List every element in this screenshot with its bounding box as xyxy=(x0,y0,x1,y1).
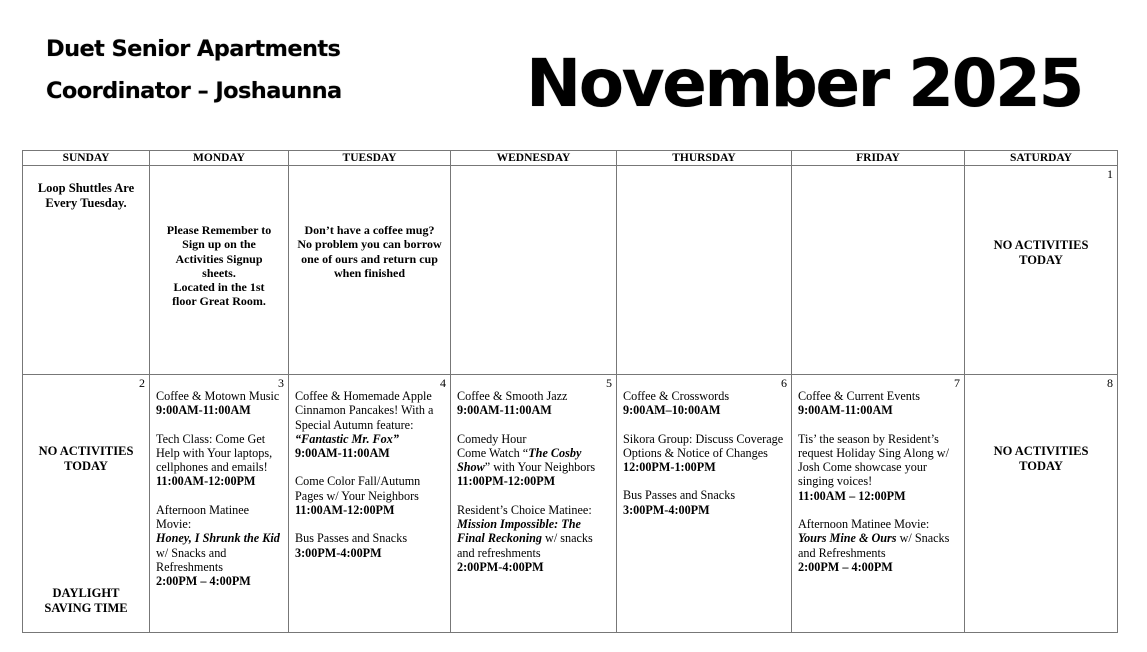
day-cell-2 xyxy=(23,375,150,633)
movie-title: Honey, I Shrunk the Kid xyxy=(156,531,280,546)
no-activities-note: NO ACTIVITIES TODAY xyxy=(38,444,134,473)
weekday-sunday: SUNDAY xyxy=(23,151,150,166)
day-cell-empty-sunday xyxy=(23,166,150,375)
no-activities-note: NO ACTIVITIES TODAY xyxy=(993,444,1089,473)
event-time: 9:00AM-11:00AM xyxy=(295,446,390,461)
day-number: 1 xyxy=(1107,167,1113,181)
event-time: 12:00PM-1:00PM xyxy=(623,460,716,475)
feature-title: “Fantastic Mr. Fox” xyxy=(295,431,399,446)
daylight-saving-note: DAYLIGHT SAVING TIME xyxy=(44,586,128,615)
event-time: 11:00AM-12:00PM xyxy=(156,474,256,489)
event-time: 2:00PM – 4:00PM xyxy=(798,559,893,574)
day-number: 3 xyxy=(278,376,284,390)
day-number: 7 xyxy=(954,376,960,390)
signup-reminder-note: Please Remember to Sign up on the Activities Signup sheets. Located in the 1st floor Great Room. xyxy=(166,223,272,309)
event-item: Tech Class: Come Get Help with Your laptops, cellphones and emails! 11:00AM-12:00PM xyxy=(156,432,282,489)
event-item: Bus Passes and Snacks 3:00PM-4:00PM xyxy=(623,488,785,517)
event-time: 2:00PM – 4:00PM xyxy=(156,574,251,589)
event-time: 2:00PM-4:00PM xyxy=(457,559,544,574)
no-activities-note: NO ACTIVITIES TODAY xyxy=(993,238,1089,267)
show-title: The Cosby Show xyxy=(457,445,582,475)
week-row-2 xyxy=(23,375,1118,633)
event-time: 11:00AM-12:00PM xyxy=(295,503,395,518)
shuttle-note: Loop Shuttles Are Every Tuesday. xyxy=(37,181,135,210)
event-time: 9:00AM-11:00AM xyxy=(798,403,893,418)
event-time: 9:00AM-11:00AM xyxy=(457,403,552,418)
event-time: 11:00AM – 12:00PM xyxy=(798,488,906,503)
weekday-saturday: SATURDAY xyxy=(965,151,1118,166)
calendar-grid xyxy=(22,150,1118,633)
event-item: Coffee & Motown Music 9:00AM-11:00AM xyxy=(156,389,282,418)
movie-title: Mission Impossible: The Final Reckoning xyxy=(457,517,581,546)
weekday-monday: MONDAY xyxy=(150,151,289,166)
weekday-tuesday: TUESDAY xyxy=(289,151,451,166)
event-item: Coffee & Smooth Jazz 9:00AM-11:00AM xyxy=(457,389,610,418)
event-time: 3:00PM-4:00PM xyxy=(623,502,710,517)
weekday-friday: FRIDAY xyxy=(792,151,965,166)
event-time: 11:00PM-12:00PM xyxy=(457,474,556,489)
day-number: 5 xyxy=(606,376,612,390)
event-time: 3:00PM-4:00PM xyxy=(295,545,382,560)
day-cell-1 xyxy=(965,166,1118,375)
day-cell-3 xyxy=(150,375,289,633)
day-cell-7 xyxy=(792,375,965,633)
event-time: 9:00AM–10:00AM xyxy=(623,403,721,418)
org-name: Duet Senior Apartments xyxy=(46,36,341,62)
day-cell-5 xyxy=(451,375,617,633)
event-item: Resident’s Choice Matinee: Mission Impossible: The Final Reckoning w/ snacks and refreshments 2:00PM-4:00PM xyxy=(457,503,610,574)
day-cell-empty-monday xyxy=(150,166,289,375)
event-item: Tis’ the season by Resident’s request Holiday Sing Along w/ Josh Come showcase your singing voices! 11:00AM – 12:00PM xyxy=(798,432,958,503)
day-cell-empty-wednesday xyxy=(451,166,617,375)
weekday-wednesday: WEDNESDAY xyxy=(451,151,617,166)
day-cell-empty-friday xyxy=(792,166,965,375)
day-cell-empty-thursday xyxy=(617,166,792,375)
coffee-mug-note: Don’t have a coffee mug? No problem you can borrow one of ours and return cup when finished xyxy=(297,223,442,280)
week-row-1 xyxy=(23,166,1118,375)
day-cell-6 xyxy=(617,375,792,633)
coordinator-name: Coordinator – Joshaunna xyxy=(46,78,342,104)
day-cell-8 xyxy=(965,375,1118,633)
movie-title: Yours Mine & Ours xyxy=(798,531,897,546)
event-item: Coffee & Current Events 9:00AM-11:00AM xyxy=(798,389,958,418)
day-number: 6 xyxy=(781,376,787,390)
day-number: 8 xyxy=(1107,376,1113,390)
event-item: Sikora Group: Discuss Coverage Options & Notice of Changes 12:00PM-1:00PM xyxy=(623,431,784,475)
event-item: Coffee & Homemade Apple Cinnamon Pancakes! With a Special Autumn feature: “Fantastic Mr. Fox” 9:00AM-11:00AM xyxy=(295,389,444,460)
event-item: Comedy Hour Come Watch “The Cosby Show” with Your Neighbors 11:00PM-12:00PM xyxy=(457,432,610,489)
weekday-header-row xyxy=(23,151,1118,166)
event-item: Coffee & Crosswords 9:00AM–10:00AM xyxy=(623,389,785,418)
weekday-thursday: THURSDAY xyxy=(617,151,792,166)
day-number: 4 xyxy=(440,376,446,390)
day-cell-4 xyxy=(289,375,451,633)
day-number: 2 xyxy=(139,376,145,390)
header-left xyxy=(46,28,342,112)
day-cell-empty-tuesday xyxy=(289,166,451,375)
event-item: Come Color Fall/Autumn Pages w/ Your Neighbors 11:00AM-12:00PM xyxy=(295,474,444,517)
event-item: Afternoon Matinee Movie: Honey, I Shrunk the Kid w/ Snacks and Refreshments 2:00PM – 4:00PM xyxy=(156,503,282,589)
event-time: 9:00AM-11:00AM xyxy=(156,403,251,418)
event-item: Afternoon Matinee Movie: Yours Mine & Ours w/ Snacks and Refreshments 2:00PM – 4:00PM xyxy=(798,517,958,574)
event-item: Bus Passes and Snacks 3:00PM-4:00PM xyxy=(295,531,444,560)
month-title: November 2025 xyxy=(526,45,1082,122)
